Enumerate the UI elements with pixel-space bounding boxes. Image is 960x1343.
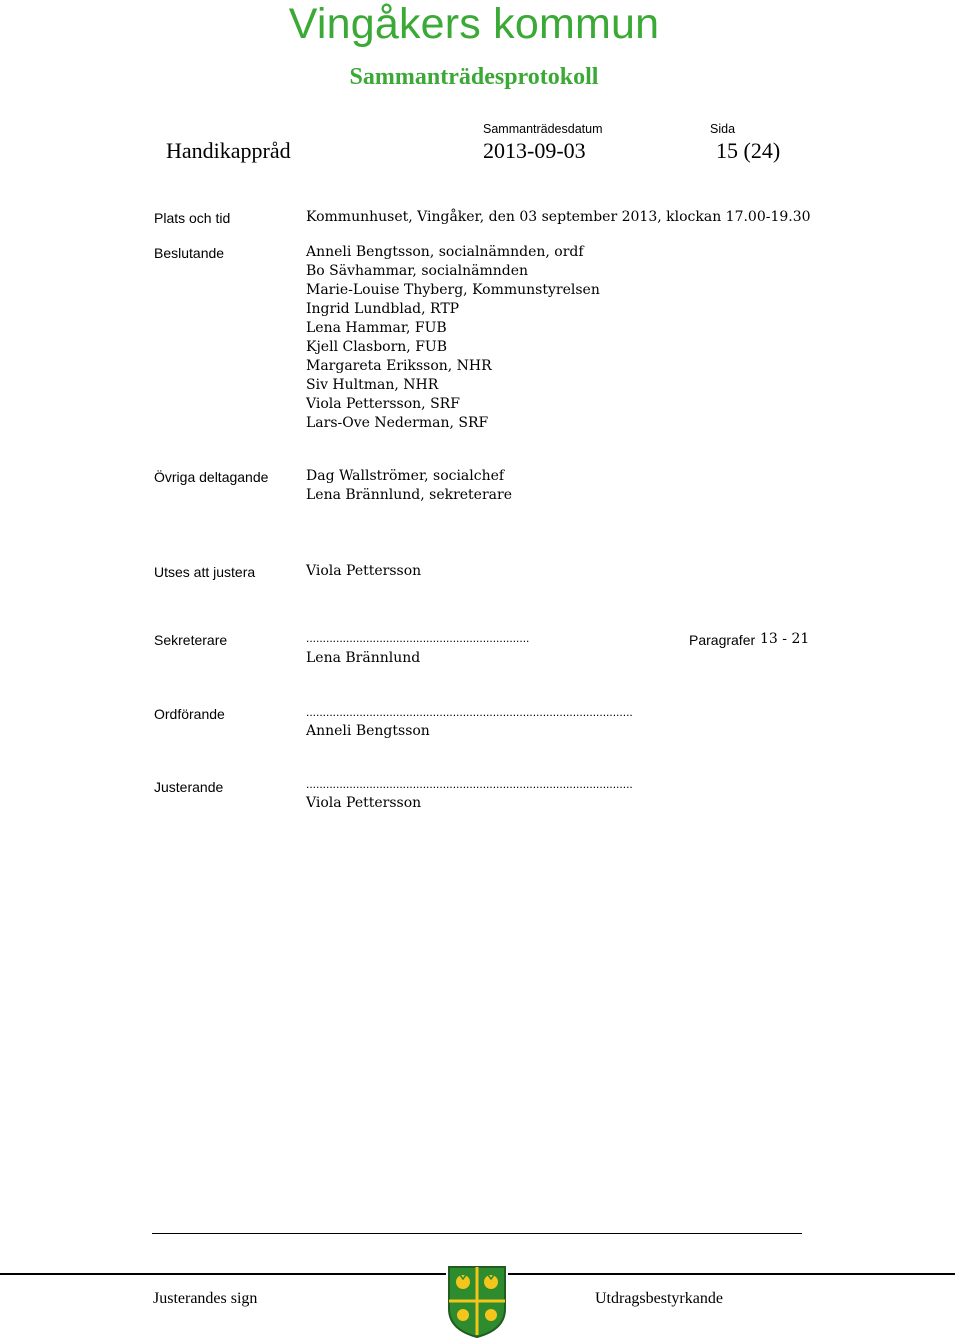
list-item: Lars-Ove Nederman, SRF: [306, 415, 489, 431]
org-title: Vingåkers kommun: [288, 0, 660, 48]
list-item: Lena Hammar, FUB: [306, 320, 447, 336]
chair-name: Anneli Bengtsson: [306, 723, 430, 739]
adjuster-name: Viola Pettersson: [306, 795, 422, 811]
others-list: [306, 467, 512, 505]
footer-adjuster-sign: Justerandes sign: [153, 1290, 258, 1307]
adjuster-signature-line: ..................................................................................................: [306, 777, 633, 791]
page-number: 15 (24): [716, 138, 781, 163]
meeting-date: 2013-09-03: [483, 138, 586, 163]
deciding-label: Beslutande: [154, 245, 225, 261]
paragraphs-value: 13 - 21: [760, 631, 810, 647]
others-label: Övriga deltagande: [154, 469, 269, 485]
list-item: Lena Brännlund, sekreterare: [306, 487, 512, 503]
place-value: Kommunhuset, Vingåker, den 03 september 2013, klockan 17.00-19.30: [306, 209, 811, 225]
adjuster-value: Viola Pettersson: [306, 563, 422, 579]
footer-rule: [152, 1233, 802, 1234]
adjuster-label: Utses att justera: [154, 564, 256, 580]
adjuster-sign-label: Justerande: [154, 779, 224, 795]
list-item: Anneli Bengtsson, socialnämnden, ordf: [306, 244, 584, 260]
list-item: Bo Sävhammar, socialnämnden: [306, 263, 529, 279]
list-item: Margareta Eriksson, NHR: [306, 358, 492, 374]
place-label: Plats och tid: [154, 210, 231, 226]
footer-extract-certification: Utdragsbestyrkande: [595, 1290, 723, 1307]
paragraphs-label: Paragrafer: [689, 632, 756, 648]
list-item: Siv Hultman, NHR: [306, 377, 439, 393]
document-type: Sammanträdesprotokoll: [349, 64, 599, 90]
deciding-list: [306, 243, 600, 433]
chair-signature-line: ..................................................................................................: [306, 705, 633, 719]
list-item: Kjell Clasborn, FUB: [306, 339, 448, 355]
page-label: Sida: [710, 122, 736, 136]
list-item: Ingrid Lundblad, RTP: [306, 301, 460, 317]
list-item: Dag Wallströmer, socialchef: [306, 468, 505, 484]
date-label: Sammanträdesdatum: [483, 122, 603, 136]
list-item: Viola Pettersson, SRF: [306, 396, 460, 412]
secretary-name: Lena Brännlund: [306, 650, 421, 666]
chair-label: Ordförande: [154, 706, 225, 722]
secretary-signature-line: ...................................................................: [306, 631, 530, 645]
secretary-label: Sekreterare: [154, 632, 228, 648]
list-item: Marie-Louise Thyberg, Kommunstyrelsen: [306, 282, 600, 298]
body-name: Handikappråd: [166, 138, 291, 163]
coat-of-arms-icon: [446, 1265, 508, 1339]
